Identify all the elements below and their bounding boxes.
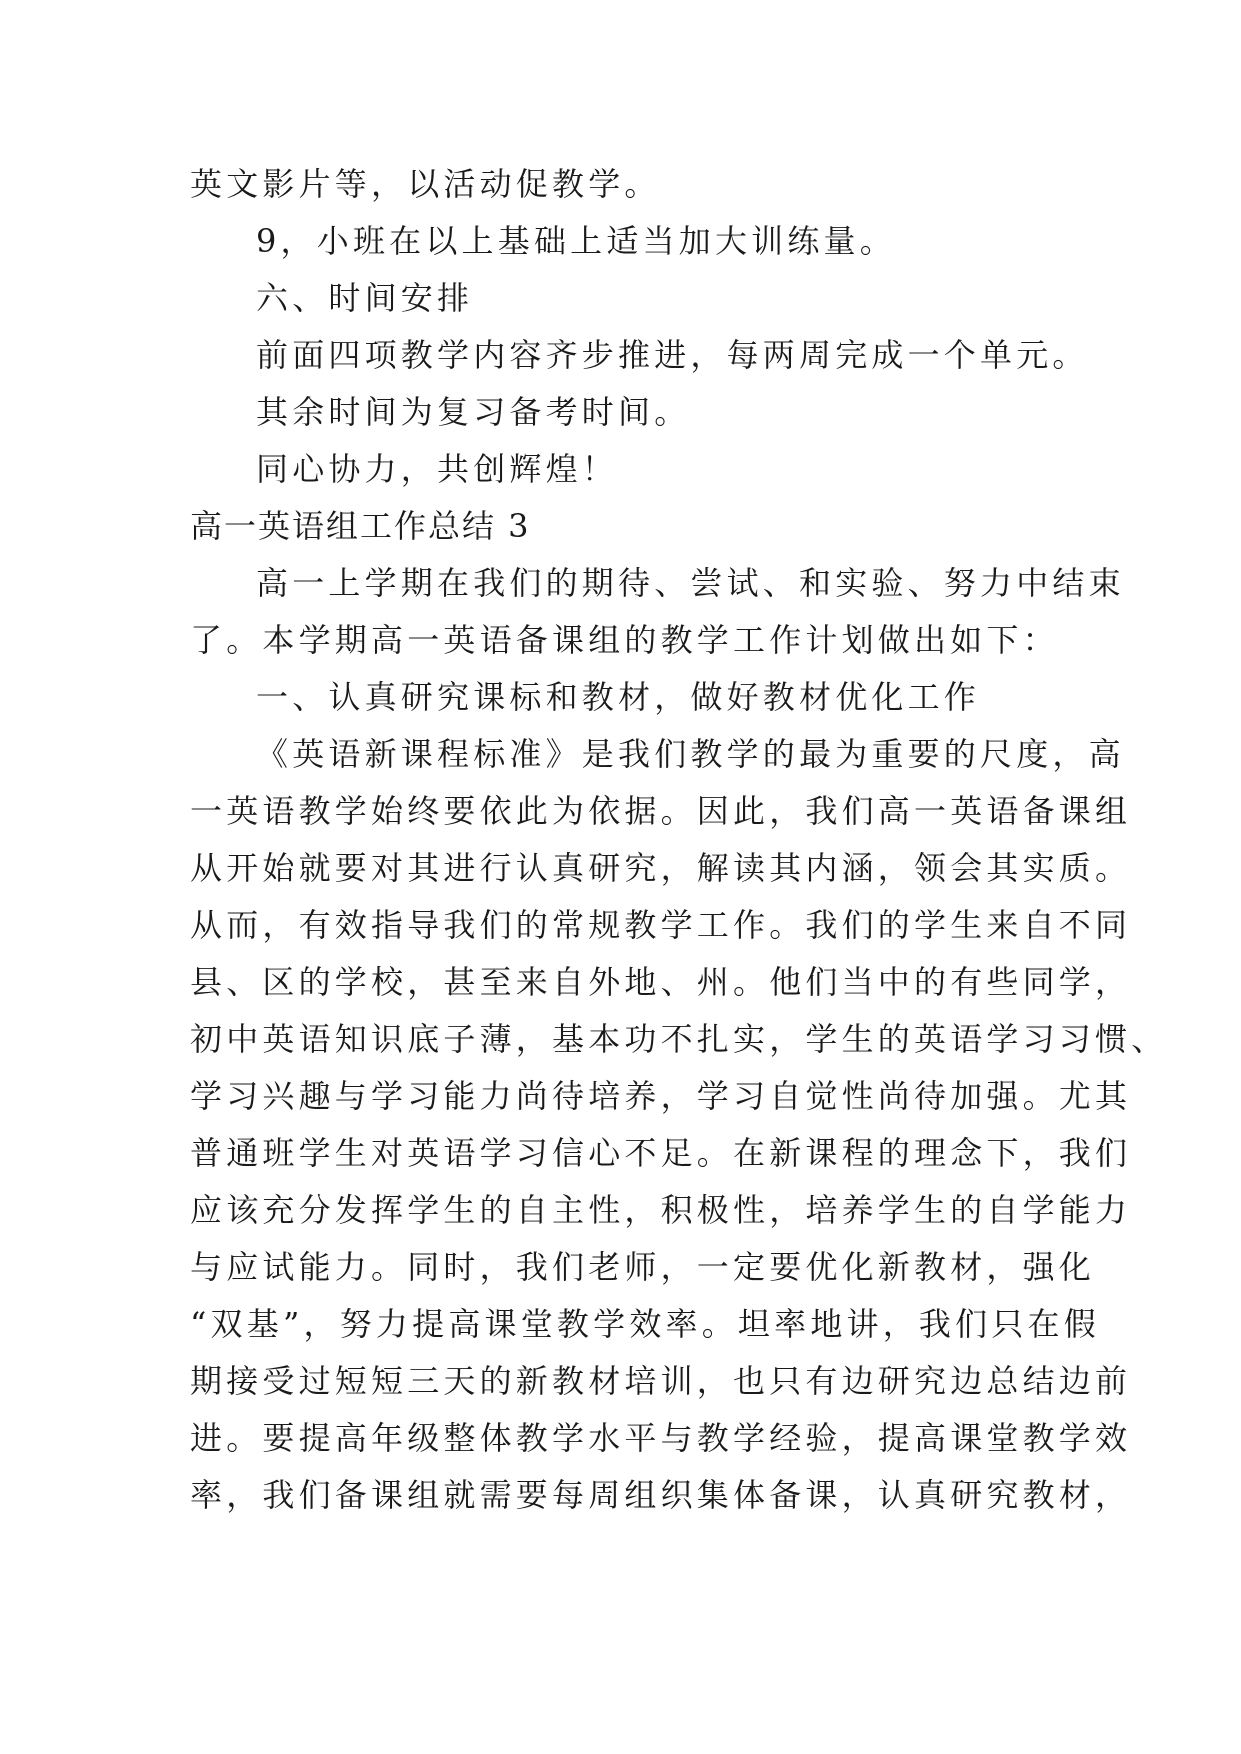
paragraph-line: 与应试能力。同时，我们老师，一定要优化新教材，强化 (190, 1248, 1096, 1286)
paragraph-line: 其余时间为复习备考时间。 (256, 393, 691, 431)
paragraph-line: 学习兴趣与学习能力尚待培养，学习自觉性尚待加强。尤其 (190, 1077, 1132, 1115)
paragraph-line: 县、区的学校，甚至来自外地、州。他们当中的有些同学， (190, 963, 1132, 1001)
paragraph-line: 英文影片等，以活动促教学。 (190, 165, 661, 203)
paragraph-line: “双基”，努力提高课堂教学效率。坦率地讲，我们只在假 (190, 1305, 1100, 1343)
paragraph-line: 率，我们备课组就需要每周组织集体备课，认真研究教材， (190, 1476, 1132, 1514)
paragraph-line: 高一上学期在我们的期待、尝试、和实验、努力中结束 (256, 564, 1125, 602)
paragraph-line: 同心协力，共创辉煌！ (256, 450, 619, 488)
section-heading: 六、时间安排 (256, 279, 474, 317)
paragraph-line: 了。本学期高一英语备课组的教学工作计划做出如下： (190, 621, 1059, 659)
paragraph-line: 期接受过短短三天的新教材培训，也只有边研究边总结边前 (190, 1362, 1132, 1400)
paragraph-line: 从开始就要对其进行认真研究，解读其内涵，领会其实质。 (190, 849, 1132, 887)
paragraph-line: 从而，有效指导我们的常规教学工作。我们的学生来自不同 (190, 906, 1132, 944)
section-heading: 一、认真研究课标和教材，做好教材优化工作 (256, 678, 981, 716)
paragraph-line: 一英语教学始终要依此为依据。因此，我们高一英语备课组 (190, 792, 1132, 830)
paragraph-line: 9，小班在以上基础上适当加大训练量。 (256, 222, 896, 260)
paragraph-line: 前面四项教学内容齐步推进，每两周完成一个单元。 (256, 336, 1089, 374)
paragraph-line: 普通班学生对英语学习信心不足。在新课程的理念下，我们 (190, 1134, 1132, 1172)
paragraph-line: 应该充分发挥学生的自主性，积极性，培养学生的自学能力 (190, 1191, 1132, 1229)
paragraph-line: 初中英语知识底子薄，基本功不扎实，学生的英语学习习惯、 (190, 1020, 1168, 1058)
paragraph-line: 进。要提高年级整体教学水平与教学经验，提高课堂教学效 (190, 1419, 1132, 1457)
document-title: 高一英语组工作总结 3 (190, 507, 531, 545)
paragraph-line: 《英语新课程标准》是我们教学的最为重要的尺度，高 (256, 735, 1125, 773)
